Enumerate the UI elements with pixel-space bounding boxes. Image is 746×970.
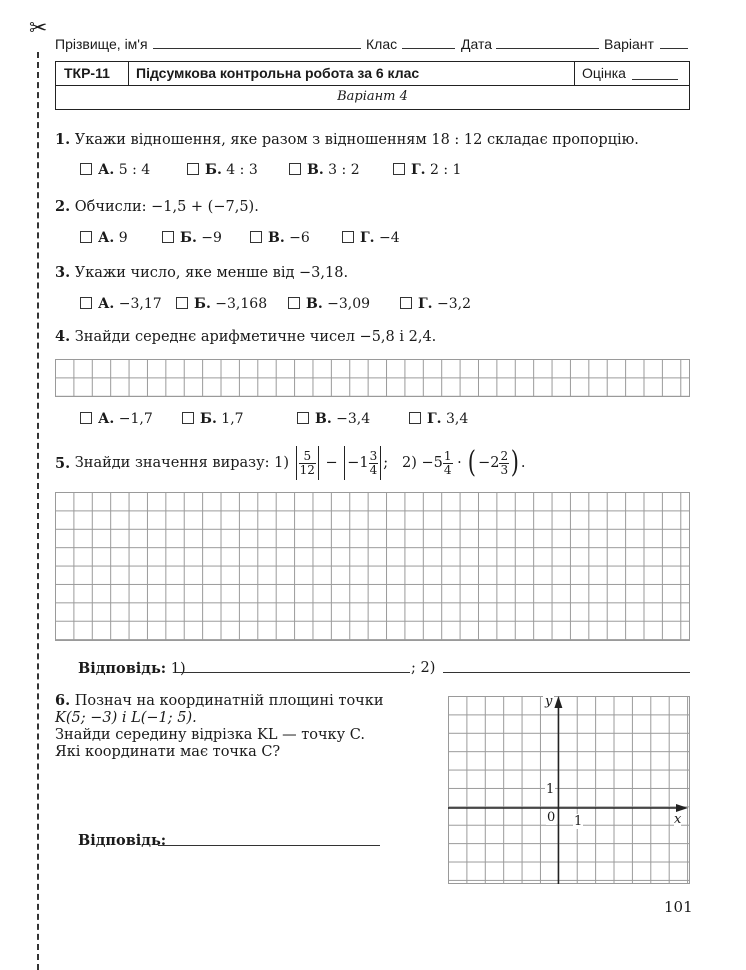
test-title: Підсумкова контрольна робота за 6 клас (136, 65, 420, 81)
answer-6-label: Відповідь: (78, 832, 167, 849)
option-3a[interactable]: А. −3,17 (80, 296, 162, 312)
axes-svg (448, 696, 690, 884)
options-1 (80, 162, 680, 182)
grade-label: Оцінка (582, 65, 626, 81)
fraction-3-4: $\frac{3}{4}$ (369, 448, 378, 477)
option-4d[interactable]: Г. 3,4 (409, 411, 468, 427)
options-2 (80, 230, 680, 250)
work-grid-5[interactable] (55, 492, 690, 641)
checkbox[interactable] (182, 412, 194, 424)
date-field[interactable] (496, 48, 599, 49)
fraction-2-3: $\frac{2}{3}$ (500, 448, 509, 477)
option-3d[interactable]: Г. −3,2 (400, 296, 471, 312)
option-3b[interactable]: Б. −3,168 (176, 296, 267, 312)
checkbox[interactable] (80, 297, 92, 309)
question-3: 3. Укажи число, яке менше від −3,18. (55, 264, 349, 281)
checkbox[interactable] (400, 297, 412, 309)
page-number: 101 (664, 898, 693, 916)
option-1b[interactable]: Б. 4 : 3 (187, 162, 258, 178)
checkbox[interactable] (162, 231, 174, 243)
option-2c[interactable]: В. −6 (250, 230, 310, 246)
answer-5-label-row: Відповідь: 1) (78, 660, 186, 677)
option-1a[interactable]: А. 5 : 4 (80, 162, 150, 178)
class-field[interactable] (402, 48, 455, 49)
options-3 (80, 296, 680, 316)
checkbox[interactable] (288, 297, 300, 309)
option-2b[interactable]: Б. −9 (162, 230, 222, 246)
question-1: 1. Укажи відношення, яке разом з відношенням 18 : 12 складає пропорцію. (55, 131, 639, 148)
class-label: Клас (366, 36, 398, 52)
variant-field[interactable] (660, 48, 688, 49)
x-unit-label: 1 (574, 814, 583, 829)
option-4a[interactable]: А. −1,7 (80, 411, 153, 427)
option-2a[interactable]: А. 9 (80, 230, 128, 246)
answer-5-field-1[interactable] (176, 672, 410, 673)
question-4: 4. Знайди середнє арифметичне чисел −5,8 і 2,4. (55, 328, 437, 345)
question-5: 5. Знайди значення виразу: 1) $\frac{5}{12}$ − −1 $\frac{3}{4}$ ; 2) −5 $\frac{1}{4}$ · ( −2 $\frac{2}{3}$ ) . (55, 445, 526, 480)
work-grid-4[interactable] (55, 359, 690, 397)
scissors-icon: ✂ (29, 16, 48, 41)
origin-label: 0 (547, 810, 556, 825)
question-2: 2. Обчисли: −1,5 + (−7,5). (55, 198, 259, 215)
variant-title: Варіант 4 (337, 89, 408, 104)
fraction-5-12: $\frac{5}{12}$ (299, 448, 315, 477)
name-field[interactable] (153, 48, 361, 49)
coordinate-grid[interactable] (448, 696, 690, 884)
checkbox[interactable] (80, 231, 92, 243)
checkbox[interactable] (187, 163, 199, 175)
fraction-1-4: $\frac{1}{4}$ (443, 448, 452, 477)
y-axis-arrow (554, 696, 562, 708)
answer-5-field-2[interactable] (443, 672, 690, 673)
x-axis-arrow (676, 804, 688, 812)
y-unit-label: 1 (546, 782, 555, 797)
options-4 (80, 411, 680, 431)
date-label: Дата (461, 36, 493, 52)
title-box (55, 61, 690, 110)
variant-label: Варіант (604, 36, 654, 52)
option-1d[interactable]: Г. 2 : 1 (393, 162, 461, 178)
checkbox[interactable] (250, 231, 262, 243)
checkbox[interactable] (297, 412, 309, 424)
test-code: ТКР-11 (64, 65, 110, 81)
option-1c[interactable]: В. 3 : 2 (289, 162, 360, 178)
question-6: 6. Познач на координатній площині точки K(5; −3) і L(−1; 5). Знайди середину відрізка KL — точку C. Які координати має точка C? (55, 692, 384, 760)
checkbox[interactable] (80, 412, 92, 424)
checkbox[interactable] (80, 163, 92, 175)
option-4b[interactable]: Б. 1,7 (182, 411, 244, 427)
answer-5-part2-label: ; 2) (411, 660, 436, 676)
cut-line (37, 52, 39, 970)
checkbox[interactable] (393, 163, 405, 175)
checkbox[interactable] (176, 297, 188, 309)
checkbox[interactable] (409, 412, 421, 424)
option-4c[interactable]: В. −3,4 (297, 411, 370, 427)
name-label: Прізвище, ім'я (55, 36, 148, 52)
x-axis-label: x (674, 812, 682, 827)
y-axis-label: y (545, 694, 553, 709)
grade-field[interactable] (632, 79, 678, 80)
option-3c[interactable]: В. −3,09 (288, 296, 370, 312)
option-2d[interactable]: Г. −4 (342, 230, 400, 246)
checkbox[interactable] (289, 163, 301, 175)
answer-6-field[interactable] (158, 845, 380, 846)
checkbox[interactable] (342, 231, 354, 243)
